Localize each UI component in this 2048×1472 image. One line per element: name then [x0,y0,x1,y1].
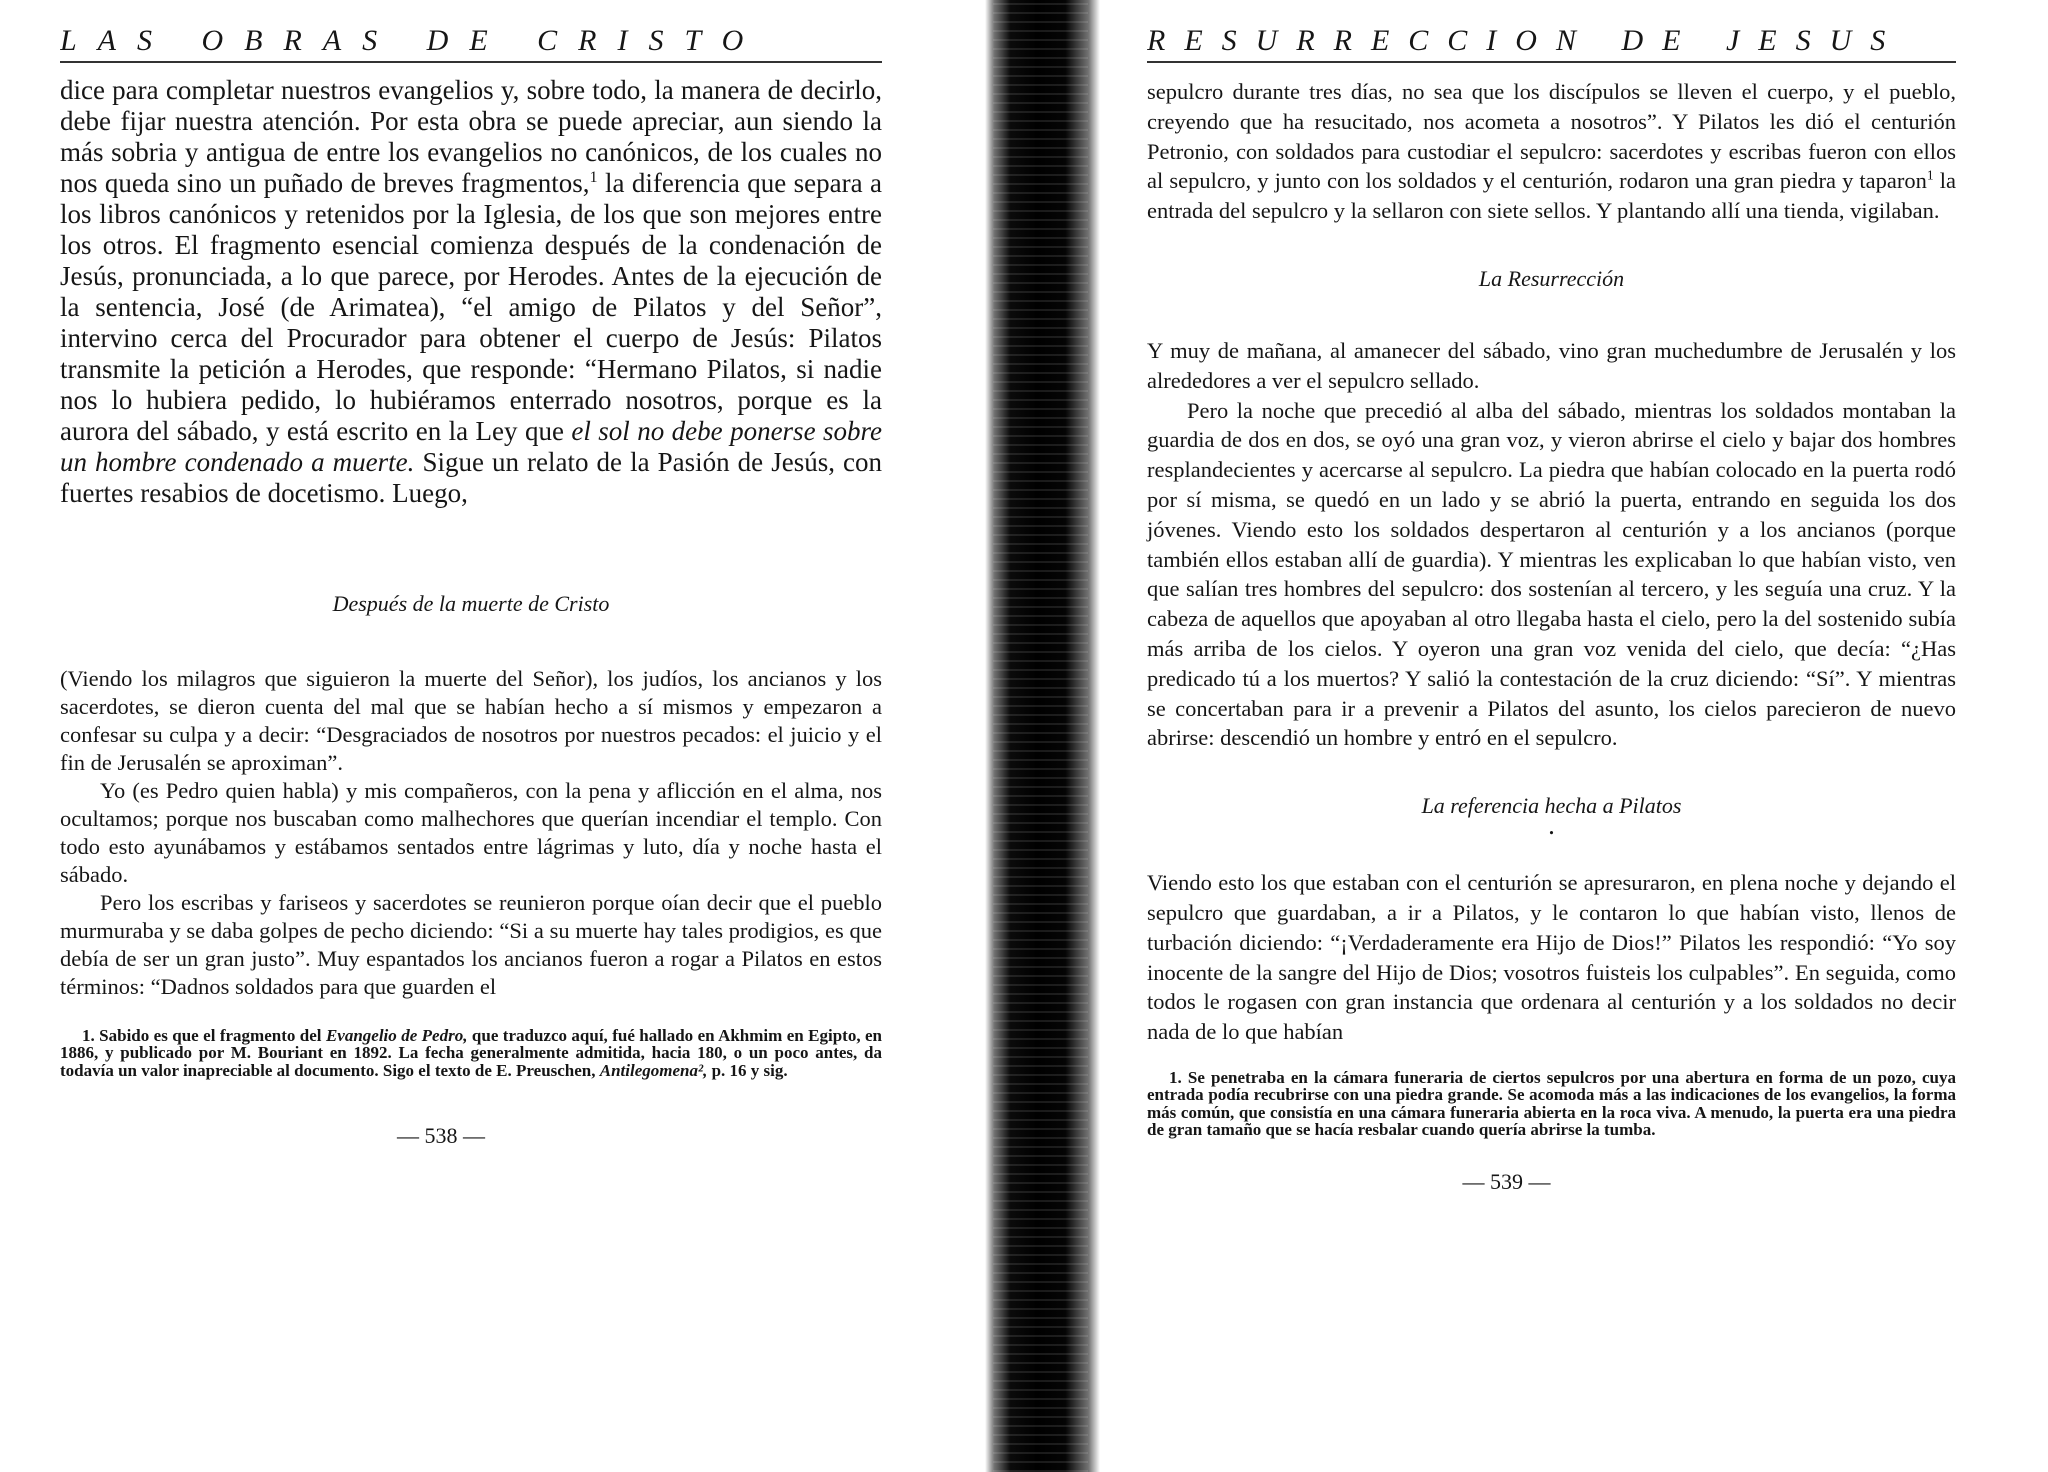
main-paragraph [60,75,882,509]
main-paragraph-part-3: Sigue un relato de la Pasión de Jesús, con fuertes resabios de docetismo. Luego, [60,447,882,508]
footnote-marker: 1 [589,168,598,186]
footnote-right: 1. Se penetraba en la cámara funeraria de ciertos sepulcros por una abertura en forma de un pozo, cuya entrada podía recubrirse con una piedra grande. Se acomoda más a las indicaciones de los evangelios, la forma más común, que consistía en una cámara funeraria abierta en la roca viva. A menudo, la puerta era una piedra de gran tamaño que se hacía resbalar cuando quería abrirse la tumba. [1147,1067,1956,1140]
right-page [1115,0,2048,1472]
left-page [0,0,1010,1472]
main-text-block [60,75,882,509]
footnote-text: p. 16 y sig. [707,1060,788,1080]
section-text-pilatos [1147,868,1956,1047]
main-paragraph-part-1: dice para completar nuestros evangelios y, sobre todo, la manera de decirlo, debe fijar nuestra atención. Por esta obra se puede apreciar, aun siendo la más sobria y antigua de entre los evangelios no canónicos, de los cuales no nos queda sino un puñado de breves fragmentos, [60,75,882,198]
footnote-left [60,1027,882,1079]
paragraph: Viendo esto los que estaban con el centurión se apresuraron, en plena noche y dejando el sepulcro que guardaban, a ir a Pilatos, y le contaron lo que habían visto, llenos de turbación diciendo: “¡Verdaderamente era Hijo de Dios!” Pilatos les respondió: “Yo soy inocente de la sangre del Hijo de Dios; vosotros fuisteis los culpables”. En seguida, como todos le rogasen con gran instancia que ordenara al centurión y a los soldados no decir nada de lo que habían [1147,870,1956,1045]
section-heading-left: Después de la muerte de Cristo [332,591,610,616]
paragraph: Pero los escribas y fariseos y sacerdotes se reunieron porque oían decir que el pueblo murmuraba y se daba golpes de pecho diciendo: “Si a su muerte hay tales prodigios, es que debía de ser un gran justo”. Muy espantados los ancianos fueron a rogar a Pilatos en estos términos: “Dadnos soldados para que guarden el [60,890,882,999]
footnote-marker: 1 [1926,167,1934,183]
running-head-right: RESURRECCION DE JESUS [1147,24,1956,63]
paragraph: Pero la noche que precedió al alba del sábado, mientras los soldados montaban la guardia de dos en dos, se oyó una gran voz, y vieron abrirse el cielo y bajar dos hombres resplandecientes y acercarse al sepulcro. La piedra que habían colocado en la puerta rodó por sí misma, se quedó en un lado y se abrió la puerta, entrando en seguida los dos jóvenes. Viendo esto los soldados despertaron al centurión y a los ancianos (porque también ellos estaban allí de guardia). Y mientras les explicaban lo que habían visto, ven que salían tres hombres del sepulcro: dos sostenían al tercero, y les seguía una cruz. Y la cabeza de aquellos que apoyaban al otro llegaba hasta el cielo, pero la del sostenido subía más arriba de los cielos. Y oyeron una gran voz venida del cielo, que decía: “¿Has predicado tú a los muertos? Y salió la contestación de la cruz diciendo: “Sí”. Y mientras se concertaban para ir a prevenir a Pilatos del asunto, los cielos parecieron de nuevo abrirse: descendió un hombre y entró en el sepulcro. [1147,397,1956,751]
section-text-left [60,665,882,1001]
opening-paragraph [1147,77,1956,226]
main-paragraph-part-2: la diferencia que separa a los libros canónicos y retenidos por la Iglesia, de los que son mejores entre los otros. El fragmento esencial comienza después de la condenación de Jesús, pronunciada, a lo que parece, por Herodes. Antes de la ejecución de la sentencia, José (de Arimatea), “el amigo de Pilatos y del Señor”, intervino cerca del Procurador para obtener el cuerpo de Jesús: Pilatos transmite la petición a Herodes, que responde: “Hermano Pilatos, si nadie nos lo hubiera pedido, lo hubiéramos enterrado nosotros, porque es la aurora del sábado, y está escrito en la Ley que [60,168,882,446]
section-heading-pilatos: La referencia hecha a Pilatos [1421,793,1682,819]
paragraph: Y muy de mañana, al amanecer del sábado, vino gran muchedumbre de Jerusalén y los alrededores a ver el sepulcro sellado. [1147,337,1956,393]
footnote-emphasis: Antilegomena², [599,1060,708,1080]
footnote-emphasis: Evangelio de Pedro, [325,1026,468,1045]
opening-part-1: sepulcro durante tres días, no sea que los discípulos se lleven el cuerpo, y el pueblo, creyendo que ha resucitado, nos acometa a nosotros”. Y Pilatos les dió el centurión Petronio, con soldados para custodiar el sepulcro: sacerdotes y escribas fueron con ellos al sepulcro, y junto con los soldados y el centurión, rodaron una gran piedra y taparon [1147,79,1956,194]
footnote-text: 1. Sabido es que el fragmento del [82,1026,326,1045]
page-number-right: — 539 — [1462,1168,1551,1194]
footnote-text: que traduzco aquí, fué hallado en Akhmim en Egipto, en 1886, y publicado por M. Bouriant en 1892. La fecha generalmente admitida, hacia 180, o un poco antes, da todavía un valor inapreciable al documento. Sigo el texto de E. Preuschen, [60,1026,883,1080]
section-text-resurreccion [1147,336,1956,753]
book-gutter [985,0,1100,1472]
opening-part-2: la entrada del sepulcro y la sellaron con siete sellos. Y plantando allí una tienda, vigilaban. [1147,168,1956,224]
ornament-dot: • [1548,827,1555,841]
paragraph: (Viendo los milagros que siguieron la muerte del Señor), los judíos, los ancianos y los sacerdotes, se dieron cuenta del mal que se habían hecho a sí mismos y empezaron a confesar su culpa y a decir: “Desgraciados de nosotros por nuestros pecados: el juicio y el fin de Jerusalén se aproximan”. [60,666,882,775]
opening-text-right [1147,77,1956,226]
running-head-left: LAS OBRAS DE CRISTO [60,24,882,63]
section-heading-resurreccion: La Resurrección [1478,265,1625,291]
paragraph: Yo (es Pedro quien habla) y mis compañeros, con la pena y aflicción en el alma, nos ocultamos; porque nos buscaban como malhechores que querían incendiar el templo. Con todo esto ayunábamos y estábamos sentados entre lágrimas y luto, día y noche hasta el sábado. [60,778,882,887]
main-emphasis: el sol no debe ponerse sobre un hombre condenado a muerte. [60,416,882,477]
page-number-left: — 538 — [397,1123,485,1149]
